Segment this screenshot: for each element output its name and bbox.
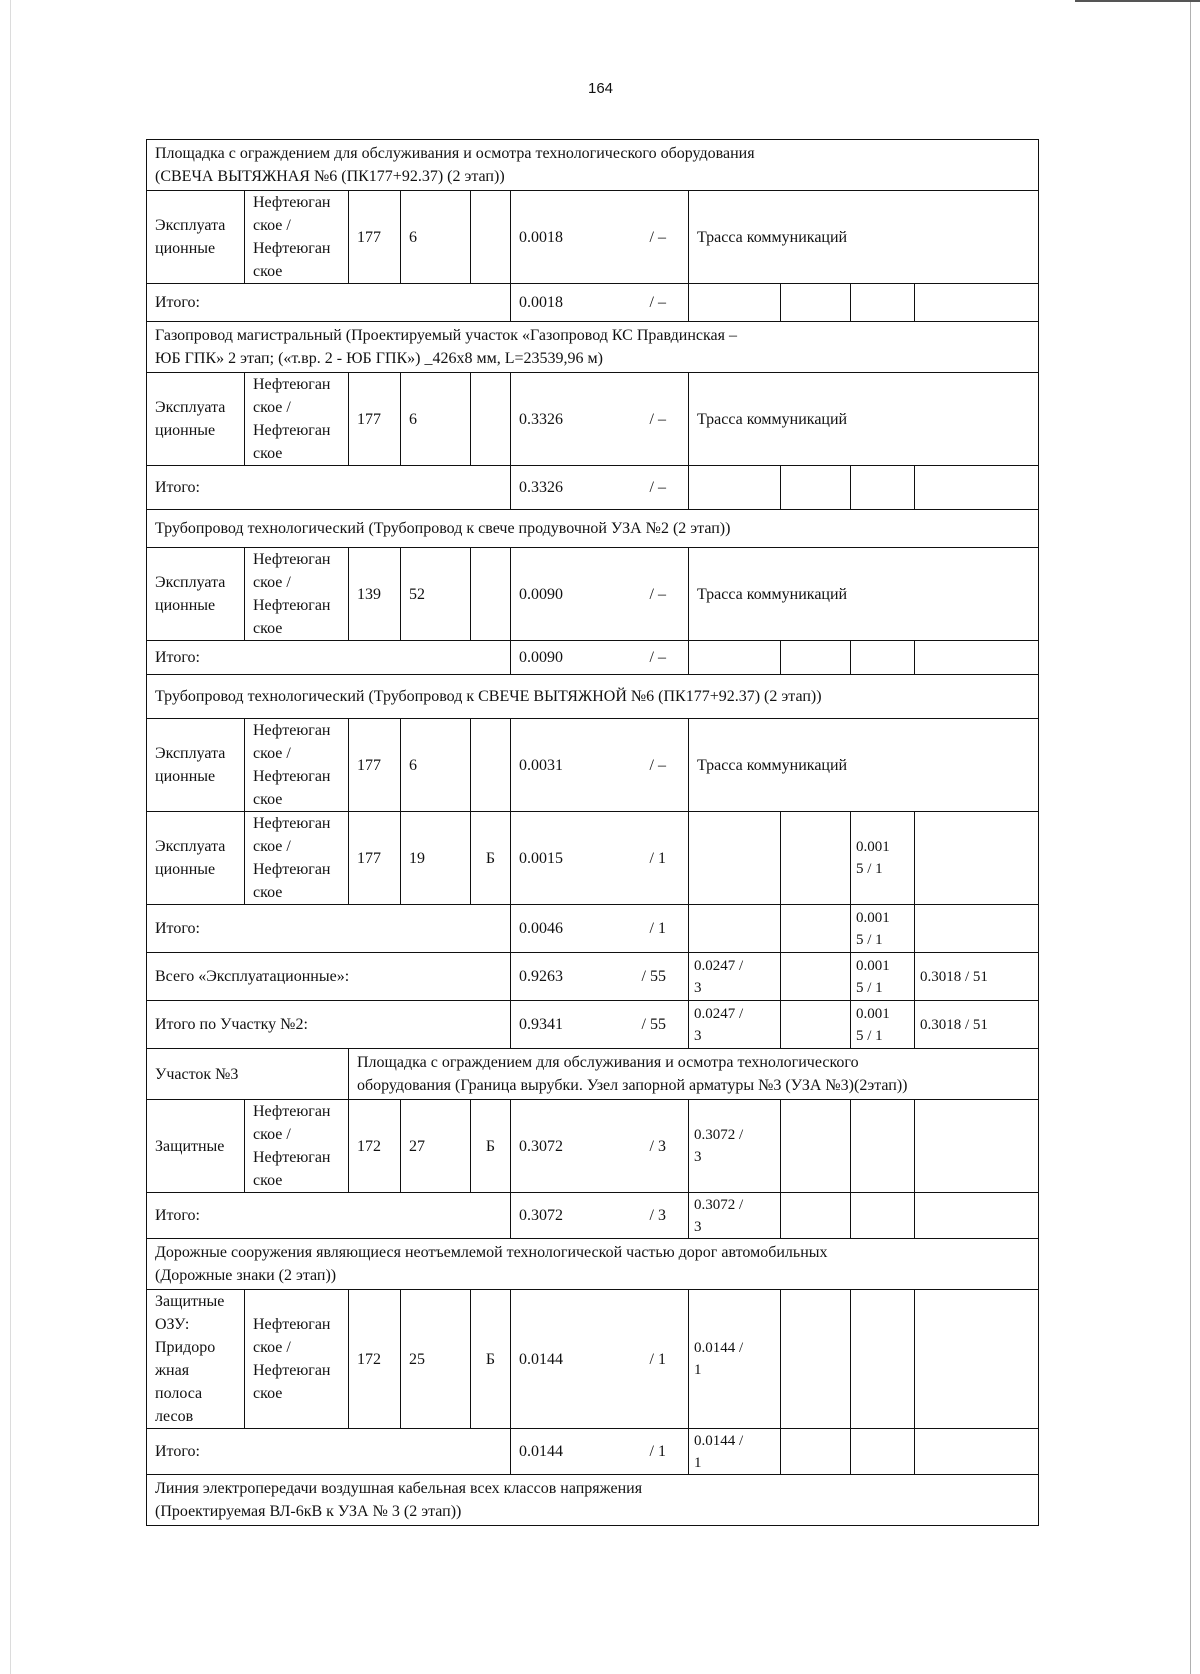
summary-row-vsego: Всего «Эксплуатационные»: 0.9263 / 55 0.0247 / 3 0.001 5 / 1 0.3018 / 51 xyxy=(147,953,1039,1001)
forest-plots-table xyxy=(146,139,1039,1526)
table-row: Защитные ОЗУ: Придоро жная полоса лесов Нефтеюган ское / Нефтеюган ское 172 25 Б 0.0144 / 1 0.0144 / 1 xyxy=(147,1290,1039,1429)
table-row: Эксплуата ционные Нефтеюган ское / Нефтеюган ское 139 52 0.0090 / – Трасса коммуникаций xyxy=(147,548,1039,641)
section-heading: Площадка с ограждением для обслуживания и осмотра технологического оборудования (СВЕЧА ВЫТЯЖНАЯ №6 (ПК177+92.37) (2 этап)) xyxy=(147,140,1039,191)
section-heading: Дорожные сооружения являющиеся неотъемлемой технологической частью дорог автомобильных (Дорожные знаки (2 этап)) xyxy=(147,1239,1039,1290)
section-heading: Линия электропередачи воздушная кабельная всех классов напряжения (Проектируемая ВЛ-6кВ к УЗА № 3 (2 этап)) xyxy=(147,1475,1039,1526)
scan-edge-left xyxy=(10,0,11,1674)
scan-edge-right xyxy=(1190,0,1191,1674)
page-number: 164 xyxy=(588,80,614,97)
table-row: Защитные Нефтеюган ское / Нефтеюган ское 172 27 Б 0.3072 / 3 0.3072 / 3 xyxy=(147,1100,1039,1193)
total-row: Итого: 0.0090 / – xyxy=(147,641,1039,675)
total-row: Итого: 0.0046 / 1 0.001 5 / 1 xyxy=(147,905,1039,953)
table-row: Эксплуата ционные Нефтеюган ское / Нефтеюган ское 177 6 0.0031 / – Трасса коммуникаций xyxy=(147,719,1039,812)
total-row: Итого: 0.3072 / 3 0.3072 / 3 xyxy=(147,1193,1039,1239)
section-heading: Газопровод магистральный (Проектируемый участок «Газопровод КС Правдинская – ЮБ ГПК» 2 этап; («т.вр. 2 - ЮБ ГПК») _426х8 мм, L=23539,96 м) xyxy=(147,322,1039,373)
summary-row-uchastok: Итого по Участку №2: 0.9341 / 55 0.0247 / 3 0.001 5 / 1 0.3018 / 51 xyxy=(147,1001,1039,1049)
total-row: Итого: 0.0144 / 1 0.0144 / 1 xyxy=(147,1429,1039,1475)
total-row: Итого: 0.3326 / – xyxy=(147,466,1039,510)
total-row: Итого: 0.0018 / – xyxy=(147,284,1039,322)
table-row: Эксплуата ционные Нефтеюган ское / Нефтеюган ское 177 6 0.3326 / – Трасса коммуникаций xyxy=(147,373,1039,466)
table-row: Эксплуата ционные Нефтеюган ское / Нефтеюган ское 177 19 Б 0.0015 / 1 0.001 5 / 1 xyxy=(147,812,1039,905)
table-row: Эксплуата ционные Нефтеюган ское / Нефтеюган ское 177 6 0.0018 / – Трасса коммуникаций xyxy=(147,191,1039,284)
section-heading: Трубопровод технологический (Трубопровод к СВЕЧЕ ВЫТЯЖНОЙ №6 (ПК177+92.37) (2 этап)) xyxy=(147,675,1039,719)
section-heading: Трубопровод технологический (Трубопровод к свече продувочной УЗА №2 (2 этап)) xyxy=(147,510,1039,548)
section-heading-uchastok-3: Участок №3 Площадка с ограждением для обслуживания и осмотра технологического оборудования (Граница вырубки. Узел запорной арматуры №3 (УЗА №3)(2этап)) xyxy=(147,1049,1039,1100)
scan-top-line xyxy=(1075,0,1200,2)
